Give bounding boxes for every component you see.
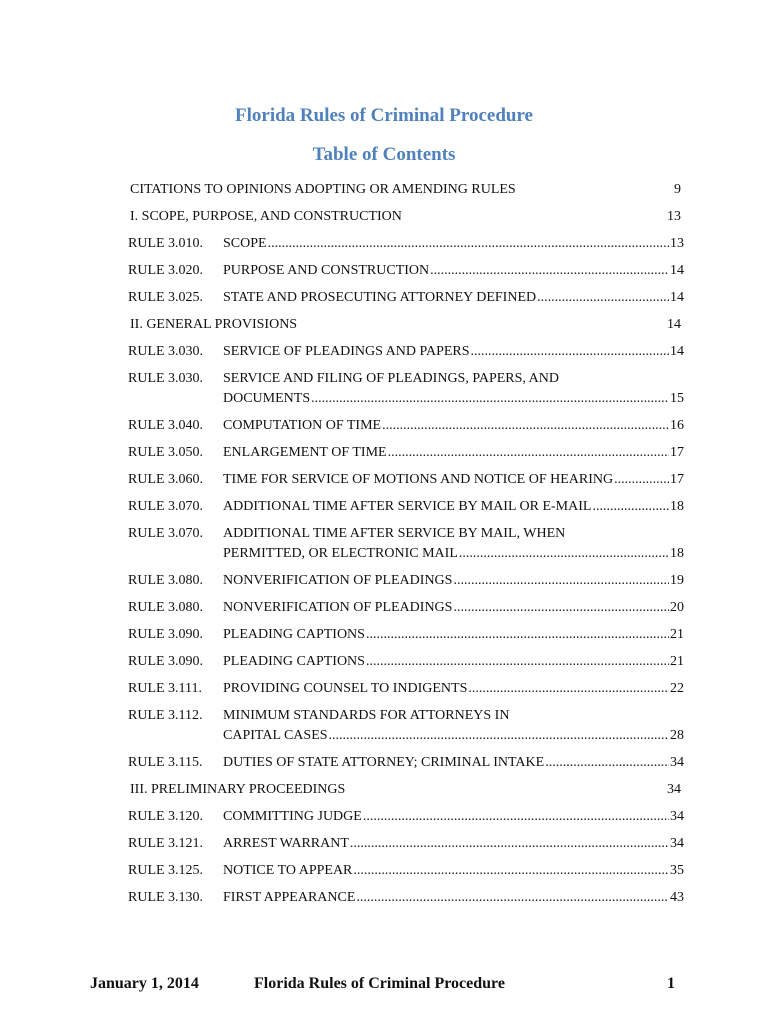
rule-title-block [223, 652, 684, 672]
rule-title-block [223, 807, 684, 827]
toc-heading: Table of Contents [312, 144, 456, 165]
rule-page-number: 18 [670, 499, 684, 514]
rule-title: TIME FOR SERVICE OF MOTIONS AND NOTICE OF HEARING [223, 472, 614, 487]
rule-title-block [223, 369, 684, 409]
rule-number: RULE 3.121. [128, 836, 204, 851]
rule-number: RULE 3.020. [128, 263, 204, 278]
rule-title: PLEADING CAPTIONS [223, 627, 365, 642]
rule-title-block [223, 524, 684, 564]
rule-title: SERVICE AND FILING OF PLEADINGS, PAPERS, AND [223, 371, 559, 386]
rule-title: DUTIES OF STATE ATTORNEY; CRIMINAL INTAKE [223, 755, 545, 770]
section-title: CITATIONS TO OPINIONS ADOPTING OR AMENDING RULES [130, 182, 516, 197]
rule-title-continued: PERMITTED, OR ELECTRONIC MAIL [223, 546, 458, 561]
section-title: II. GENERAL PROVISIONS [130, 317, 298, 332]
dot-leader [366, 625, 669, 645]
dot-leader [537, 288, 669, 308]
rule-title: NOTICE TO APPEAR [223, 863, 353, 878]
section-page-number: 34 [667, 782, 681, 797]
rule-title: MINIMUM STANDARDS FOR ATTORNEYS IN [223, 708, 510, 723]
rule-number: RULE 3.010. [128, 236, 204, 251]
dot-leader [366, 652, 669, 672]
rule-page-number: 15 [670, 391, 684, 406]
rule-title-block [223, 706, 684, 746]
section-title: I. SCOPE, PURPOSE, AND CONSTRUCTION [130, 209, 402, 224]
rule-title: PROVIDING COUNSEL TO INDIGENTS [223, 681, 468, 696]
section-page-number: 9 [674, 182, 681, 197]
rule-title-block [223, 834, 684, 854]
rule-number: RULE 3.120. [128, 809, 204, 824]
dot-leader [311, 389, 669, 409]
dot-leader [614, 470, 669, 490]
dot-leader [453, 598, 669, 618]
rule-title-block [223, 261, 684, 281]
dot-leader [468, 679, 669, 699]
rule-page-number: 43 [670, 890, 684, 905]
rule-title: NONVERIFICATION OF PLEADINGS [223, 600, 453, 615]
rule-number: RULE 3.112. [128, 708, 203, 723]
rule-title-block [223, 598, 684, 618]
rule-number: RULE 3.030. [128, 344, 204, 359]
rule-number: RULE 3.080. [128, 573, 204, 588]
dot-leader [545, 753, 669, 773]
rule-number: RULE 3.080. [128, 600, 204, 615]
dot-leader [471, 342, 669, 362]
rule-title: PURPOSE AND CONSTRUCTION [223, 263, 430, 278]
document-title: Florida Rules of Criminal Procedure [235, 105, 533, 126]
rule-title-continued: CAPITAL CASES [223, 728, 328, 743]
section-page-number: 13 [667, 209, 681, 224]
rule-page-number: 21 [670, 654, 684, 669]
rule-title-block [223, 753, 684, 773]
dot-leader [363, 807, 669, 827]
rule-page-number: 34 [670, 836, 684, 851]
footer-date: January 1, 2014 [90, 975, 199, 992]
rule-page-number: 13 [670, 236, 684, 251]
rule-title: SERVICE OF PLEADINGS AND PAPERS [223, 344, 470, 359]
rule-title-block [223, 679, 684, 699]
rule-page-number: 17 [670, 472, 684, 487]
rule-page-number: 17 [670, 445, 684, 460]
rule-title: SCOPE [223, 236, 267, 251]
page-footer [0, 975, 768, 1001]
rule-title: ADDITIONAL TIME AFTER SERVICE BY MAIL, WHEN [223, 526, 566, 541]
rule-number: RULE 3.115. [128, 755, 203, 770]
dot-leader [329, 726, 669, 746]
rule-page-number: 14 [670, 263, 684, 278]
rule-title-block [223, 888, 684, 908]
rule-title-block [223, 288, 684, 308]
section-title: III. PRELIMINARY PROCEEDINGS [130, 782, 346, 797]
dot-leader [388, 443, 669, 463]
rule-page-number: 20 [670, 600, 684, 615]
rule-title: PLEADING CAPTIONS [223, 654, 365, 669]
rule-number: RULE 3.125. [128, 863, 204, 878]
rule-title-block [223, 470, 684, 490]
rule-title: STATE AND PROSECUTING ATTORNEY DEFINED [223, 290, 537, 305]
rule-title: FIRST APPEARANCE [223, 890, 356, 905]
rule-page-number: 28 [670, 728, 684, 743]
rule-page-number: 14 [670, 290, 684, 305]
dot-leader [268, 234, 669, 254]
rule-page-number: 35 [670, 863, 684, 878]
rule-number: RULE 3.060. [128, 472, 204, 487]
rule-title-block [223, 443, 684, 463]
rule-page-number: 34 [670, 755, 684, 770]
footer-title: Florida Rules of Criminal Procedure [254, 975, 505, 992]
rule-title-block [223, 342, 684, 362]
rule-number: RULE 3.070. [128, 526, 204, 541]
dot-leader [382, 416, 669, 436]
rule-title-block [223, 234, 684, 254]
rule-page-number: 34 [670, 809, 684, 824]
rule-title-block [223, 497, 684, 517]
rule-number: RULE 3.111. [128, 681, 203, 696]
rule-number: RULE 3.025. [128, 290, 204, 305]
rule-title-block [223, 625, 684, 645]
section-page-number: 14 [667, 317, 681, 332]
rule-number: RULE 3.090. [128, 627, 204, 642]
rule-page-number: 18 [670, 546, 684, 561]
rule-number: RULE 3.030. [128, 371, 204, 386]
rule-page-number: 14 [670, 344, 684, 359]
rule-number: RULE 3.090. [128, 654, 204, 669]
dot-leader [459, 544, 669, 564]
dot-leader [353, 861, 669, 881]
rule-title: ADDITIONAL TIME AFTER SERVICE BY MAIL OR E-MAIL [223, 499, 592, 514]
footer-page-number: 1 [667, 975, 675, 992]
rule-number: RULE 3.070. [128, 499, 204, 514]
dot-leader [430, 261, 669, 281]
rule-title: COMPUTATION OF TIME [223, 418, 382, 433]
dot-leader [453, 571, 669, 591]
rule-number: RULE 3.130. [128, 890, 204, 905]
rule-title: NONVERIFICATION OF PLEADINGS [223, 573, 453, 588]
rule-title-block [223, 861, 684, 881]
rule-title-continued: DOCUMENTS [223, 391, 311, 406]
rule-page-number: 21 [670, 627, 684, 642]
rule-page-number: 16 [670, 418, 684, 433]
rule-number: RULE 3.040. [128, 418, 204, 433]
dot-leader [350, 834, 669, 854]
rule-title-block [223, 571, 684, 591]
rule-title-block [223, 416, 684, 436]
rule-title: ENLARGEMENT OF TIME [223, 445, 387, 460]
dot-leader [356, 888, 669, 908]
rule-page-number: 22 [670, 681, 684, 696]
rule-page-number: 19 [670, 573, 684, 588]
rule-title: ARREST WARRANT [223, 836, 349, 851]
rule-number: RULE 3.050. [128, 445, 204, 460]
rule-title: COMMITTING JUDGE [223, 809, 362, 824]
dot-leader [592, 497, 669, 517]
